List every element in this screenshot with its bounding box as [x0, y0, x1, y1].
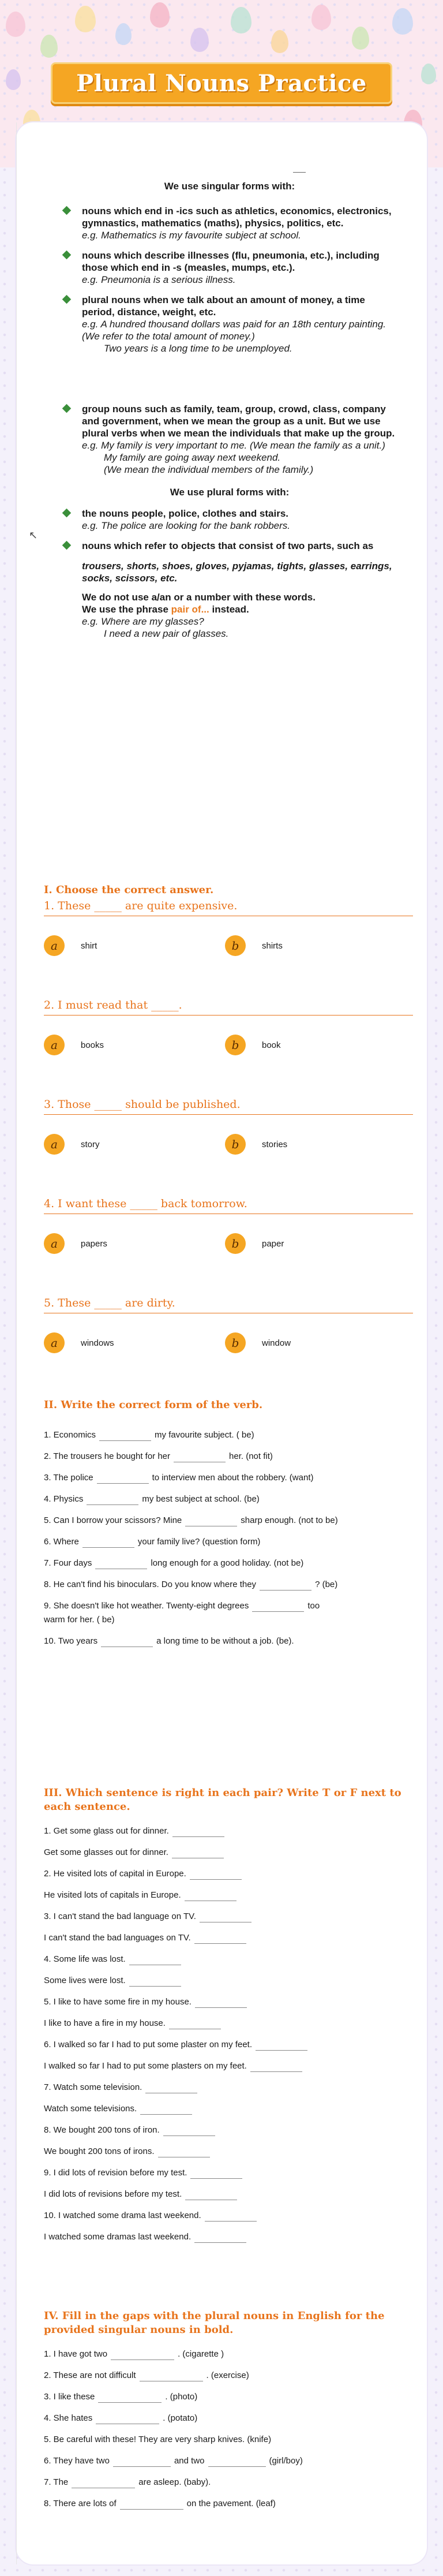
- question-2: 2. I must read that _____.: [44, 999, 413, 1016]
- answer-blank[interactable]: [145, 2084, 197, 2093]
- section-2-lines: [44, 1429, 419, 1657]
- rule-example: e.g. My family is very important to me. (We mean the family as a unit.): [82, 440, 385, 451]
- answer-blank[interactable]: [95, 1560, 147, 1569]
- option-a-badge: a: [44, 1134, 65, 1155]
- pair-note-post: instead.: [212, 604, 249, 615]
- tf-line: 7. Watch some television.: [44, 2082, 419, 2093]
- answer-blank[interactable]: [129, 1977, 181, 1987]
- option-text: paper: [262, 1238, 284, 1249]
- answer-blank[interactable]: [97, 1474, 149, 1484]
- answer-blank[interactable]: [252, 1603, 304, 1612]
- tf-line: 5. I like to have some fire in my house.: [44, 1996, 419, 2008]
- answer-blank[interactable]: [194, 1935, 246, 1944]
- option-4b[interactable]: [225, 1233, 284, 1254]
- verb-line: 5. Can I borrow your scissors? Mine sharp enough. (not to be): [44, 1515, 338, 1525]
- pair-of-phrase: pair of...: [171, 604, 209, 615]
- verb-line: 7. Four days long enough for a good holiday. (not be): [44, 1558, 304, 1568]
- bullet-diamond-icon: [62, 251, 72, 260]
- option-text: shirts: [262, 940, 283, 951]
- option-1a[interactable]: [44, 935, 97, 956]
- answer-blank[interactable]: [185, 1517, 237, 1526]
- pair-example: I need a new pair of glasses.: [104, 628, 229, 639]
- answer-blank[interactable]: [163, 2127, 215, 2136]
- answer-blank[interactable]: [98, 2394, 162, 2403]
- verb-line: 1. Economics my favourite subject. ( be): [44, 1430, 254, 1440]
- answer-blank[interactable]: [82, 1539, 134, 1548]
- answer-blank[interactable]: [190, 2170, 242, 2179]
- option-3a[interactable]: [44, 1134, 100, 1155]
- answer-blank[interactable]: [172, 1828, 224, 1837]
- rule-text: nouns which refer to objects that consist of two parts, such as: [82, 540, 374, 551]
- answer-blank[interactable]: [111, 2351, 174, 2360]
- answer-blank[interactable]: [250, 2063, 302, 2072]
- question-3: 3. Those _____ should be published.: [44, 1098, 413, 1115]
- rule-example: e.g. A hundred thousand dollars was paid for an 18th century painting. (We refer to the total amount of money.): [82, 319, 386, 342]
- option-text: window: [262, 1338, 291, 1348]
- tf-line: Some lives were lost.: [44, 1975, 419, 1987]
- option-2b[interactable]: [225, 1035, 281, 1055]
- tf-line: I watched some dramas last weekend.: [44, 2231, 419, 2243]
- answer-blank[interactable]: [140, 2105, 192, 2115]
- verb-line: warm for her. ( be): [44, 1615, 115, 1625]
- rule-example: Two years is a long time to be unemployed.: [104, 343, 292, 354]
- fill-line: 3. I like these . (photo): [44, 2392, 198, 2402]
- answer-blank[interactable]: [140, 2372, 203, 2381]
- rule-example: e.g. The police are looking for the bank robbers.: [82, 520, 290, 531]
- tf-line: Watch some televisions.: [44, 2103, 419, 2115]
- tf-line: I did lots of revisions before my test.: [44, 2189, 419, 2200]
- option-text: story: [81, 1139, 100, 1149]
- answer-blank[interactable]: [208, 2458, 266, 2467]
- fill-line: 7. The are asleep. (baby).: [44, 2477, 211, 2487]
- verb-line: 3. The police to interview men about the robbery. (want): [44, 1473, 314, 1483]
- tf-line: 4. Some life was lost.: [44, 1954, 419, 1965]
- rule-example: e.g. Mathematics is my favourite subject at school.: [82, 230, 301, 241]
- option-text: stories: [262, 1139, 288, 1149]
- option-2a[interactable]: [44, 1035, 104, 1055]
- section-3-lines: [44, 1825, 419, 2253]
- singular-rule-4: [62, 403, 397, 476]
- fill-line: 2. These are not difficult . (exercise): [44, 2370, 249, 2380]
- verb-line: 10. Two years a long time to be without a job. (be).: [44, 1636, 294, 1646]
- rule-text: nouns which describe illnesses (flu, pneumonia, etc.), including those which end in -s (measles, mumps, etc.).: [82, 250, 380, 273]
- bullet-diamond-icon: [62, 295, 72, 304]
- answer-blank[interactable]: [200, 1913, 251, 1922]
- answer-blank[interactable]: [174, 1453, 226, 1462]
- option-text: books: [81, 1040, 104, 1050]
- option-4a[interactable]: [44, 1233, 107, 1254]
- option-1b[interactable]: [225, 935, 283, 956]
- answer-blank[interactable]: [185, 2191, 237, 2200]
- option-a-badge: a: [44, 1035, 65, 1055]
- answer-blank[interactable]: [260, 1581, 311, 1591]
- answer-blank[interactable]: [169, 2020, 221, 2029]
- title-banner: [51, 62, 392, 104]
- tf-line: 9. I did lots of revision before my test.: [44, 2167, 419, 2179]
- answer-blank[interactable]: [87, 1496, 138, 1505]
- answer-blank[interactable]: [96, 2415, 159, 2424]
- fill-line: 6. They have two and two (girl/boy): [44, 2456, 303, 2466]
- plural-heading: We use plural forms with:: [170, 487, 290, 498]
- pair-note-pre: We use the phrase: [82, 604, 168, 615]
- answer-blank[interactable]: [158, 2148, 210, 2157]
- tf-line: We bought 200 tons of irons.: [44, 2146, 419, 2157]
- tf-line: I walked so far I had to put some plasters on my feet.: [44, 2060, 419, 2072]
- option-a-badge: a: [44, 1332, 65, 1353]
- option-b-badge: b: [225, 1233, 246, 1254]
- answer-blank[interactable]: [129, 1956, 181, 1965]
- rule-text: nouns which end in -ics such as athletics, economics, electronics, gymnastics, mathematics (maths), physics, politics, etc.: [82, 206, 392, 229]
- answer-blank[interactable]: [120, 2500, 183, 2510]
- worksheet-sheet: [16, 122, 427, 2564]
- question-5: 5. These _____ are dirty.: [44, 1297, 413, 1313]
- answer-blank[interactable]: [101, 1638, 153, 1647]
- singular-rule-1: [62, 205, 397, 241]
- decorative-rule: [293, 172, 306, 173]
- option-b-badge: b: [225, 1035, 246, 1055]
- answer-blank[interactable]: [185, 1892, 236, 1901]
- pair-notes: [62, 591, 397, 640]
- singular-heading: We use singular forms with:: [164, 181, 295, 192]
- question-1: 1. These _____ are quite expensive.: [44, 899, 413, 916]
- verb-line: 8. He can't find his binoculars. Do you know where they ? (be): [44, 1580, 338, 1589]
- rule-text: group nouns such as family, team, group, crowd, class, company and government, when we mean the group as a unit. But we use plural verbs when we mean the individuals that make up the group.: [82, 404, 395, 439]
- pair-example: e.g. Where are my glasses?: [82, 616, 204, 627]
- option-5a[interactable]: [44, 1332, 114, 1353]
- bullet-diamond-icon: [62, 541, 72, 550]
- bullet-diamond-icon: [62, 206, 72, 215]
- rule-text: plural nouns when we talk about an amount of money, a time period, distance, weight, etc.: [82, 294, 365, 318]
- tf-line: 10. I watched some drama last weekend.: [44, 2210, 419, 2222]
- verb-line: 9. She doesn't like hot weather. Twenty-eight degrees too: [44, 1601, 320, 1611]
- section-4-lines: [44, 2349, 419, 2519]
- bullet-diamond-icon: [62, 404, 72, 413]
- pair-note: We do not use a/an or a number with these words.: [82, 592, 316, 603]
- fill-line: 4. She hates . (potato): [44, 2413, 198, 2423]
- answer-blank[interactable]: [194, 2234, 246, 2243]
- page-title: Plural Nouns Practice: [76, 69, 367, 97]
- answer-blank[interactable]: [195, 1999, 247, 2008]
- plural-rule-1: [62, 507, 397, 532]
- tf-line: 3. I can't stand the bad language on TV.: [44, 1911, 419, 1922]
- tf-line: He visited lots of capitals in Europe.: [44, 1890, 419, 1901]
- answer-blank[interactable]: [172, 1849, 224, 1858]
- bullet-diamond-icon: [62, 509, 72, 518]
- answer-blank[interactable]: [99, 1432, 151, 1441]
- option-b-badge: b: [225, 935, 246, 956]
- verb-line: 2. The trousers he bought for her her. (not fit): [44, 1451, 273, 1461]
- grammar-notes: [62, 180, 397, 640]
- verb-line: 6. Where your family live? (question form): [44, 1537, 261, 1547]
- option-a-badge: a: [44, 935, 65, 956]
- rule-example: My family are going away next weekend.: [104, 452, 281, 463]
- rule-example: e.g. Pneumonia is a serious illness.: [82, 274, 236, 285]
- rule-example: (We mean the individual members of the family.): [104, 464, 314, 475]
- cursor-icon: ↖: [29, 529, 38, 541]
- tf-line: 6. I walked so far I had to put some plaster on my feet.: [44, 2039, 419, 2051]
- answer-blank[interactable]: [72, 2479, 135, 2488]
- option-3b[interactable]: [225, 1134, 287, 1155]
- pair-note: [82, 603, 397, 615]
- sheet-border-left: [16, 122, 17, 2564]
- option-text: windows: [81, 1338, 114, 1348]
- section-4-title: IV. Fill in the gaps with the plural nouns in English for the provided singular nouns in bold.: [44, 2310, 385, 2336]
- tf-line: I like to have a fire in my house.: [44, 2018, 419, 2029]
- question-4: 4. I want these _____ back tomorrow.: [44, 1197, 413, 1214]
- section-3-title: III. Which sentence is right in each pair? Write T or F next to each sentence.: [44, 1787, 401, 1813]
- option-5b[interactable]: [225, 1332, 291, 1353]
- fill-line: 5. Be careful with these! They are very sharp knives. (knife): [44, 2435, 272, 2444]
- section-1-title: I. Choose the correct answer.: [44, 884, 214, 896]
- fill-line: 1. I have got two . (cigarette ): [44, 2349, 224, 2359]
- option-text: book: [262, 1040, 281, 1050]
- tf-line: Get some glasses out for dinner.: [44, 1847, 419, 1858]
- plural-rule-2: [62, 540, 397, 552]
- option-a-badge: a: [44, 1233, 65, 1254]
- two-part-noun-list: trousers, shorts, shoes, gloves, pyjamas, tights, glasses, earrings, socks, scissors, etc.: [82, 561, 392, 584]
- option-text: shirt: [81, 940, 97, 951]
- tf-line: 1. Get some glass out for dinner.: [44, 1825, 419, 1837]
- tf-line: 2. He visited lots of capital in Europe.: [44, 1868, 419, 1880]
- option-b-badge: b: [225, 1332, 246, 1353]
- verb-line: 4. Physics my best subject at school. (be): [44, 1494, 260, 1504]
- fill-line: 8. There are lots of on the pavement. (leaf): [44, 2499, 276, 2508]
- tf-line: 8. We bought 200 tons of iron.: [44, 2125, 419, 2136]
- option-b-badge: b: [225, 1134, 246, 1155]
- option-text: papers: [81, 1238, 107, 1249]
- section-2-title: II. Write the correct form of the verb.: [44, 1399, 263, 1411]
- answer-blank[interactable]: [190, 1871, 242, 1880]
- tf-line: I can't stand the bad languages on TV.: [44, 1932, 419, 1944]
- singular-rule-2: [62, 249, 397, 286]
- rule-text: the nouns people, police, clothes and stairs.: [82, 508, 289, 519]
- singular-rule-3: [62, 294, 397, 354]
- answer-blank[interactable]: [256, 2041, 307, 2051]
- answer-blank[interactable]: [205, 2212, 257, 2222]
- answer-blank[interactable]: [113, 2458, 171, 2467]
